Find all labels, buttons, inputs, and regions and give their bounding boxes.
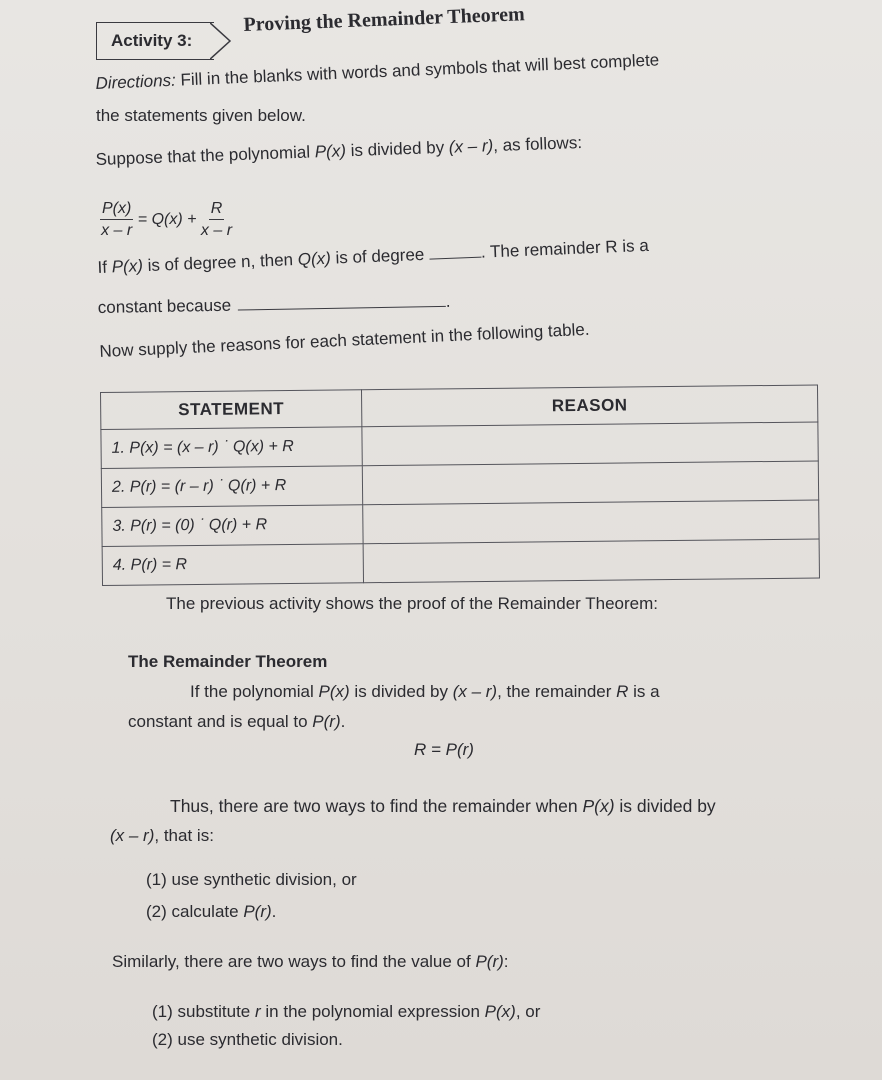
directions-line-2: the statements given below.	[96, 106, 306, 125]
statement-cell: 2. P(r) = (r – r) ˙ Q(r) + R	[101, 466, 362, 508]
theorem-text-e: constant and is equal to	[128, 712, 313, 731]
intro-px: P(x)	[314, 141, 347, 162]
statement-cell: 3. P(r) = (0) ˙ Q(r) + R	[102, 505, 363, 547]
table-row	[102, 539, 819, 586]
degree-qx: Q(x)	[297, 248, 332, 269]
summary-lead: The previous activity shows the proof of the Remainder Theorem:	[166, 594, 658, 613]
theorem-line-2	[128, 712, 345, 732]
value-ways-colon: :	[503, 952, 509, 971]
reason-cell[interactable]	[363, 500, 819, 544]
intro-divisor: (x – r)	[448, 136, 494, 157]
activity-tag	[96, 22, 214, 60]
theorem-line-1	[190, 682, 660, 702]
degree-blank[interactable]	[429, 257, 481, 260]
degree-text-3: is of degree	[330, 244, 425, 268]
value-way-2: (2) use synthetic division.	[152, 1030, 343, 1049]
remainder-ways-divisor: (x – r)	[110, 826, 155, 845]
degree-text-1: If	[97, 257, 113, 278]
rhs-fraction	[201, 200, 232, 240]
remainder-ways-text-b: is divided by	[614, 796, 716, 816]
remainder-way-2-text: (2) calculate	[146, 902, 244, 921]
remainder-way-2-period: .	[271, 902, 277, 921]
degree-text-2: is of degree n, then	[142, 249, 299, 276]
rhs-denominator: x – r	[200, 222, 233, 239]
equation-middle: = Q(x) +	[137, 211, 197, 228]
reason-cell[interactable]	[362, 461, 818, 505]
value-ways-pr: P(r)	[475, 952, 504, 971]
remainder-way-1: (1) use synthetic division, or	[146, 870, 357, 889]
theorem-heading: The Remainder Theorem	[128, 652, 328, 671]
intro-text-b: is divided by	[345, 137, 450, 161]
rhs-numerator: R	[209, 200, 225, 220]
value-way-1-text-b: in the polynomial expression	[260, 1002, 485, 1021]
table-intro: Now supply the reasons for each statement in the following table.	[99, 319, 590, 362]
theorem-px: P(x)	[318, 682, 350, 701]
lhs-numerator: P(x)	[100, 200, 133, 220]
intro-text-a: Suppose that the polynomial	[95, 142, 316, 170]
theorem-r: R	[616, 682, 629, 701]
value-way-1-r: r	[255, 1002, 261, 1021]
theorem-text-c: , the remainder	[497, 682, 617, 701]
directions-label: Directions:	[95, 70, 177, 94]
degree-px: P(x)	[111, 256, 144, 277]
reason-header: REASON	[361, 385, 817, 427]
statement-cell: 4. P(r) = R	[102, 544, 363, 586]
division-equation	[100, 200, 232, 240]
intro-text-c: , as follows:	[492, 133, 583, 156]
remainder-ways-px: P(x)	[582, 796, 615, 816]
lhs-fraction	[100, 200, 133, 240]
constant-period: .	[445, 291, 451, 311]
tag-arrow-icon	[210, 22, 232, 60]
proof-table	[100, 384, 820, 586]
remainder-ways-text-a: Thus, there are two ways to find the remainder when	[170, 796, 583, 816]
value-way-1	[152, 1002, 540, 1022]
lhs-denominator: x – r	[101, 222, 133, 239]
theorem-pr: P(r)	[312, 712, 341, 731]
activity-title: Proving the Remainder Theorem	[243, 3, 526, 37]
reason-cell[interactable]	[363, 539, 819, 583]
value-ways-line	[112, 952, 509, 972]
value-way-1-px: P(x)	[484, 1002, 516, 1021]
constant-text: constant because	[97, 295, 232, 318]
intro-sentence	[95, 133, 582, 170]
directions-text-1: Fill in the blanks with words and symbols that will best complete	[180, 50, 660, 90]
constant-reason-blank[interactable]	[238, 306, 446, 311]
theorem-text-a: If the polynomial	[190, 682, 319, 701]
value-ways-text-a: Similarly, there are two ways to find the value of	[112, 952, 476, 971]
value-way-1-text-c: , or	[515, 1002, 541, 1021]
remainder-way-2	[146, 902, 276, 922]
degree-sentence	[97, 236, 649, 278]
activity-label: Activity 3:	[111, 31, 193, 50]
theorem-text-b: is divided by	[349, 682, 453, 701]
constant-sentence	[98, 292, 451, 318]
theorem-period: .	[340, 712, 346, 731]
theorem-divisor: (x – r)	[452, 682, 498, 701]
theorem-text-d: is a	[628, 682, 660, 701]
reason-cell[interactable]	[362, 422, 818, 466]
remainder-ways-text-c: , that is:	[154, 826, 214, 845]
remainder-ways-line-1	[170, 796, 716, 817]
remainder-way-2-pr: P(r)	[243, 902, 272, 921]
statement-cell: 1. P(x) = (x – r) ˙ Q(x) + R	[101, 427, 362, 469]
value-way-1-text-a: (1) substitute	[152, 1002, 255, 1021]
statement-header: STATEMENT	[101, 390, 362, 430]
theorem-formula: R = P(r)	[414, 740, 474, 759]
remainder-ways-line-2	[110, 826, 214, 846]
degree-text-4: . The remainder R is a	[480, 235, 650, 262]
